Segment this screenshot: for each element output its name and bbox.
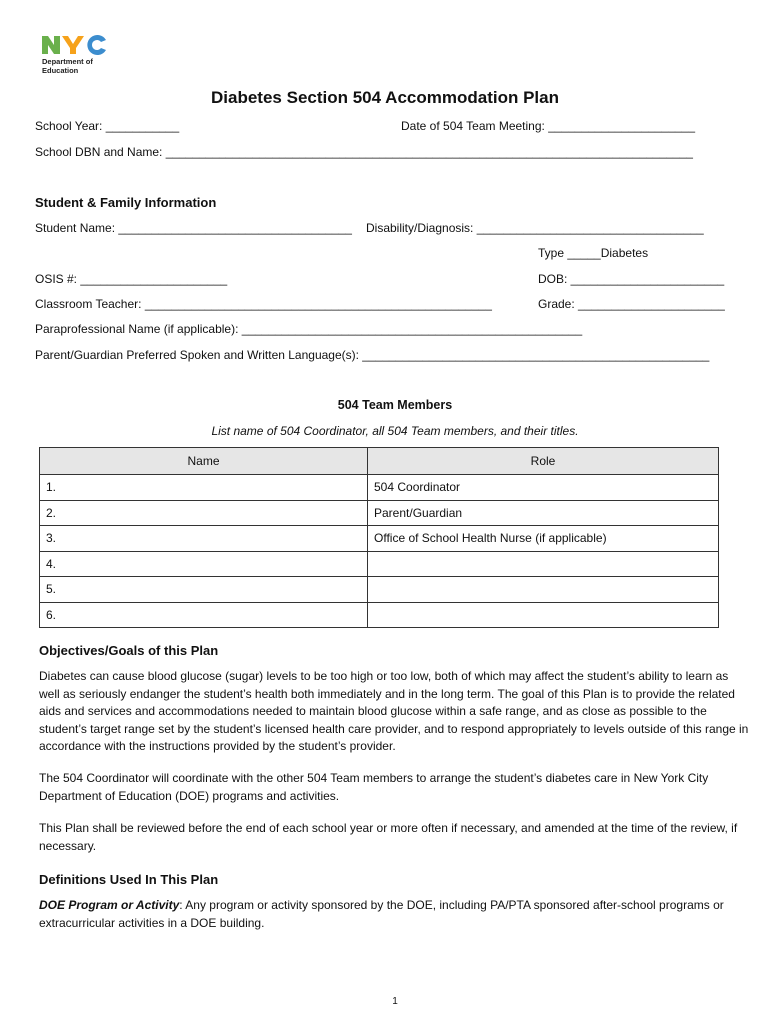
classroom-teacher-field[interactable]: Classroom Teacher: ____________________________________________________ <box>35 297 492 311</box>
student-name-field[interactable]: Student Name: ___________________________________ <box>35 221 352 235</box>
member-name-cell[interactable]: 5. <box>40 577 368 603</box>
objectives-paragraph-1: Diabetes can cause blood glucose (sugar) levels to be too high or too low, both of which may affect the student’s ability to learn as well as seriously endanger the student’s health both immediately and in the long term. The goal of this Plan is to provide the related aids and services and accommodations needed to maintain blood glucose within a safe range, and as close as possible to the student’s target range set by the student’s licensed health care provider, and to respond appropriately to levels outside of this range in accordance with the instructions provided by the student’s provider. <box>39 669 749 753</box>
member-name-cell[interactable]: 3. <box>40 526 368 552</box>
column-header-role: Role <box>368 448 719 475</box>
table-row <box>40 475 719 501</box>
column-header-name: Name <box>40 448 368 475</box>
member-role-cell[interactable]: 504 Coordinator <box>368 475 719 501</box>
school-year-field[interactable]: School Year: ___________ <box>35 119 180 133</box>
page-number: 1 <box>392 996 398 1007</box>
meeting-date-field[interactable]: Date of 504 Team Meeting: ______________________ <box>401 119 696 133</box>
nyc-doe-logo <box>40 32 108 56</box>
objectives-paragraph-3: This Plan shall be reviewed before the end of each school year or more often if necessary, and amended at the time of the review, if necessary. <box>39 821 738 853</box>
table-row <box>40 577 719 603</box>
definition-term: DOE Program or Activity <box>39 898 180 912</box>
definition-doe-program <box>39 897 749 932</box>
definition-text: : Any program or activity sponsored by the DOE, including PA/PTA sponsored after-school programs or extracurricular activities in a DOE building. <box>39 898 724 930</box>
table-row <box>40 551 719 577</box>
paraprofessional-field[interactable]: Paraprofessional Name (if applicable): ___________________________________________________ <box>35 322 583 336</box>
member-role-cell[interactable]: Parent/Guardian <box>368 500 719 526</box>
dob-field[interactable]: DOB: _______________________ <box>538 272 725 286</box>
objectives-heading: Objectives/Goals of this Plan <box>39 643 219 658</box>
table-row <box>40 526 719 552</box>
team-instruction: List name of 504 Coordinator, all 504 Team members, and their titles. <box>211 424 579 438</box>
language-field[interactable]: Parent/Guardian Preferred Spoken and Written Language(s): ____________________________________________________ <box>35 348 710 362</box>
student-family-heading: Student & Family Information <box>35 195 217 210</box>
member-role-cell[interactable] <box>368 602 719 628</box>
objectives-paragraph-2: The 504 Coordinator will coordinate with the other 504 Team members to arrange the student’s diabetes care in New York City Department of Education (DOE) programs and activities. <box>39 771 709 803</box>
definitions-heading: Definitions Used In This Plan <box>39 872 219 887</box>
department-line-1: Department of <box>42 57 93 66</box>
member-name-cell[interactable]: 6. <box>40 602 368 628</box>
team-heading: 504 Team Members <box>337 398 453 412</box>
osis-field[interactable]: OSIS #: ______________________ <box>35 272 228 286</box>
member-role-cell[interactable]: Office of School Health Nurse (if applicable) <box>368 526 719 552</box>
department-line-2: Education <box>42 65 79 75</box>
team-table-header <box>40 448 719 475</box>
member-name-cell[interactable]: 4. <box>40 551 368 577</box>
disability-field[interactable]: Disability/Diagnosis: __________________________________ <box>366 221 704 235</box>
member-role-cell[interactable] <box>368 577 719 603</box>
department-label <box>42 58 93 75</box>
school-dbn-field[interactable]: School DBN and Name: _______________________________________________________________________________ <box>35 145 693 159</box>
nyc-logo-icon <box>40 32 108 56</box>
table-row <box>40 602 719 628</box>
grade-field[interactable]: Grade: ______________________ <box>538 297 725 311</box>
diabetes-type-field[interactable]: Type _____Diabetes <box>538 246 649 260</box>
team-table <box>39 447 719 628</box>
member-role-cell[interactable] <box>368 551 719 577</box>
page-title: Diabetes Section 504 Accommodation Plan <box>211 88 559 107</box>
table-row <box>40 500 719 526</box>
member-name-cell[interactable]: 1. <box>40 475 368 501</box>
member-name-cell[interactable]: 2. <box>40 500 368 526</box>
